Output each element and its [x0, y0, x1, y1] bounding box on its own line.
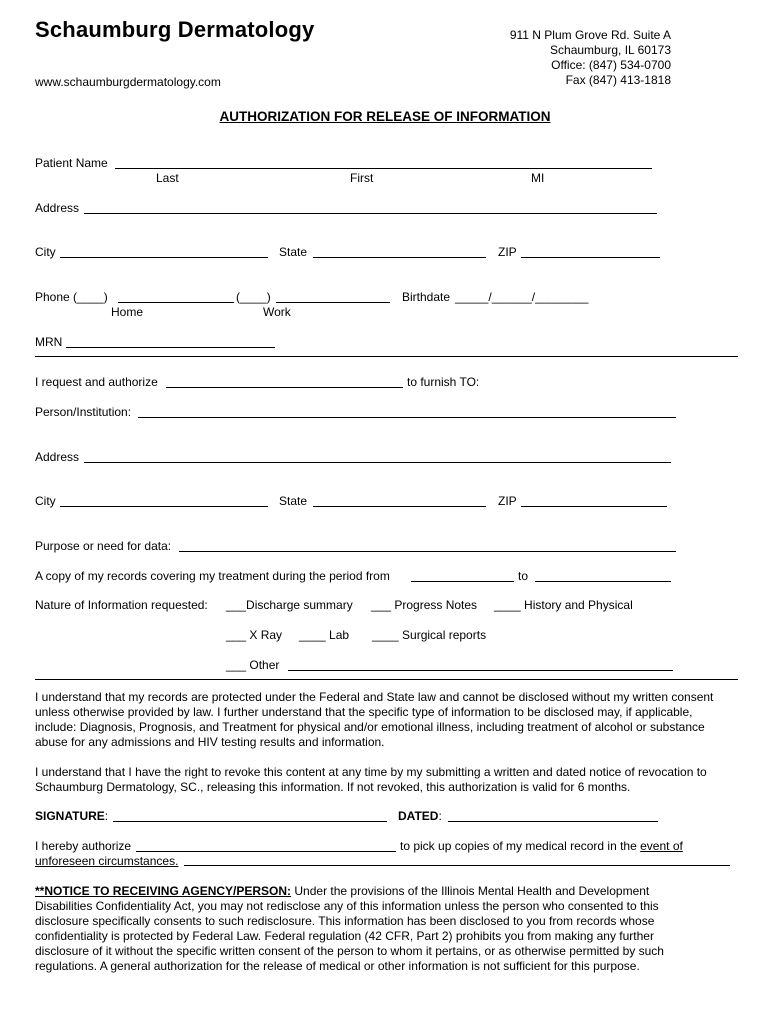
- home-caption: Home: [111, 305, 144, 319]
- notice-to-receiving-agency: [35, 884, 707, 974]
- dated-field[interactable]: [448, 809, 658, 822]
- purpose-field[interactable]: [179, 539, 676, 552]
- revocation-statement: I understand that I have the right to revoke this content at any time by my submitting a written and dated notice of revocation to Schaumburg Dermatology, SC., releasing this information. If not revoked, this authorization is valid for 6 months.: [35, 765, 707, 794]
- birthdate-label: Birthdate: [402, 290, 451, 304]
- mrn-field[interactable]: [66, 335, 275, 348]
- work-caption: Work: [263, 305, 291, 319]
- notice-heading: **NOTICE TO RECEIVING AGENCY/PERSON:: [35, 884, 292, 898]
- patient-state-label: State: [279, 245, 308, 259]
- signature-field[interactable]: [113, 809, 387, 822]
- authorized-person-field[interactable]: [136, 839, 396, 852]
- recipient-state-label: State: [279, 494, 308, 508]
- other-field[interactable]: [288, 658, 673, 671]
- birthdate-field[interactable]: _____/______/________: [455, 290, 589, 304]
- pickup-text: to pick up copies of my medical record in the event of: [400, 839, 683, 853]
- person-institution-field[interactable]: [138, 405, 676, 418]
- patient-state-field[interactable]: [313, 245, 486, 258]
- phone-label: Phone: [35, 290, 70, 304]
- work-phone-field[interactable]: [276, 290, 390, 303]
- nature-of-information-label: Nature of Information requested:: [35, 598, 208, 612]
- section-divider-2: [35, 679, 738, 680]
- work-area-code: (____): [236, 290, 271, 304]
- address-line-2: Schaumburg, IL 60173: [550, 43, 671, 57]
- patient-address-label: Address: [35, 201, 80, 215]
- middle-initial-caption: MI: [531, 171, 545, 185]
- home-area-code: (____): [73, 290, 108, 304]
- period-from-field[interactable]: [411, 569, 514, 582]
- unforeseen-underline: [184, 865, 730, 866]
- unforeseen-circumstances-text: unforeseen circumstances.: [35, 854, 179, 868]
- other-option[interactable]: ___ Other: [226, 658, 280, 672]
- recipient-zip-field[interactable]: [521, 494, 667, 507]
- patient-name-field[interactable]: [115, 156, 652, 169]
- dated-label: DATED:: [398, 809, 442, 823]
- recipient-city-field[interactable]: [60, 494, 268, 507]
- x-ray-option[interactable]: ___ X Ray: [226, 628, 283, 642]
- recipient-city-label: City: [35, 494, 56, 508]
- website-link[interactable]: www.schaumburgdermatology.com: [35, 75, 221, 89]
- recipient-state-field[interactable]: [313, 494, 486, 507]
- patient-city-field[interactable]: [60, 245, 268, 258]
- recipient-address-label: Address: [35, 450, 80, 464]
- period-to-field[interactable]: [535, 569, 671, 582]
- surgical-reports-option[interactable]: ____ Surgical reports: [372, 628, 487, 642]
- notice-body: Under the provisions of the Illinois Mental Health and Development Disabilities Confidentiality Act, you may not redisclose any of this information unless the person who consented to this disclosure specifically consents to such redisclosure. This information has been disclosed to you from records whose confidentiality is protected by Federal Law. Federal regulation (42 CFR, Part 2) prohibits you from making any further disclosure of it without the specific written consent of the person to whom it pertains, or as otherwise permitted by such regulations. A general authorization for the release of medical or other information is not sufficient for this purpose.: [35, 884, 664, 973]
- purpose-label: Purpose or need for data:: [35, 539, 172, 553]
- first-name-caption: First: [350, 171, 374, 185]
- person-institution-label: Person/Institution:: [35, 405, 132, 419]
- home-phone-field[interactable]: [118, 290, 234, 303]
- mrn-label: MRN: [35, 335, 63, 349]
- address-line-1: 911 N Plum Grove Rd. Suite A: [509, 28, 671, 42]
- patient-address-field[interactable]: [84, 201, 657, 214]
- patient-city-label: City: [35, 245, 56, 259]
- history-physical-option[interactable]: ____ History and Physical: [494, 598, 633, 612]
- patient-zip-label: ZIP: [498, 245, 517, 259]
- request-authorize-label: I request and authorize: [35, 375, 158, 389]
- progress-notes-option[interactable]: ___ Progress Notes: [371, 598, 478, 612]
- last-name-caption: Last: [156, 171, 179, 185]
- office-phone: Office: (847) 534-0700: [551, 58, 671, 72]
- practice-name: Schaumburg Dermatology: [35, 17, 315, 42]
- discharge-summary-option[interactable]: ___Discharge summary: [226, 598, 353, 612]
- records-protection-statement: I understand that my records are protected under the Federal and State law and cannot be disclosed without my written consent unless otherwise provided by law. I further understand that the specific type of information to be disclosed may, if applicable, include: Diagnosis, Prognosis, and Treatment for physical and/or emotional illness, including treatment of alcohol or substance abuse for any admissions and HIV testing results and information.: [35, 690, 714, 749]
- form-title: AUTHORIZATION FOR RELEASE OF INFORMATION: [219, 109, 551, 124]
- recipient-address-field[interactable]: [84, 450, 671, 463]
- authorized-provider-field[interactable]: [166, 375, 403, 388]
- treatment-period-label: A copy of my records covering my treatment during the period from: [35, 569, 390, 583]
- patient-name-label: Patient Name: [35, 156, 108, 170]
- recipient-zip-label: ZIP: [498, 494, 517, 508]
- patient-zip-field[interactable]: [521, 245, 660, 258]
- authorize-pickup-label: I hereby authorize: [35, 839, 132, 853]
- lab-option[interactable]: ____ Lab: [299, 628, 350, 642]
- section-divider: [35, 356, 738, 357]
- signature-label: SIGNATURE:: [35, 809, 109, 823]
- furnish-to-label: to furnish TO:: [407, 375, 480, 389]
- practice-address: [510, 28, 671, 88]
- fax-number: Fax (847) 413-1818: [565, 73, 671, 87]
- period-to-label: to: [518, 569, 529, 583]
